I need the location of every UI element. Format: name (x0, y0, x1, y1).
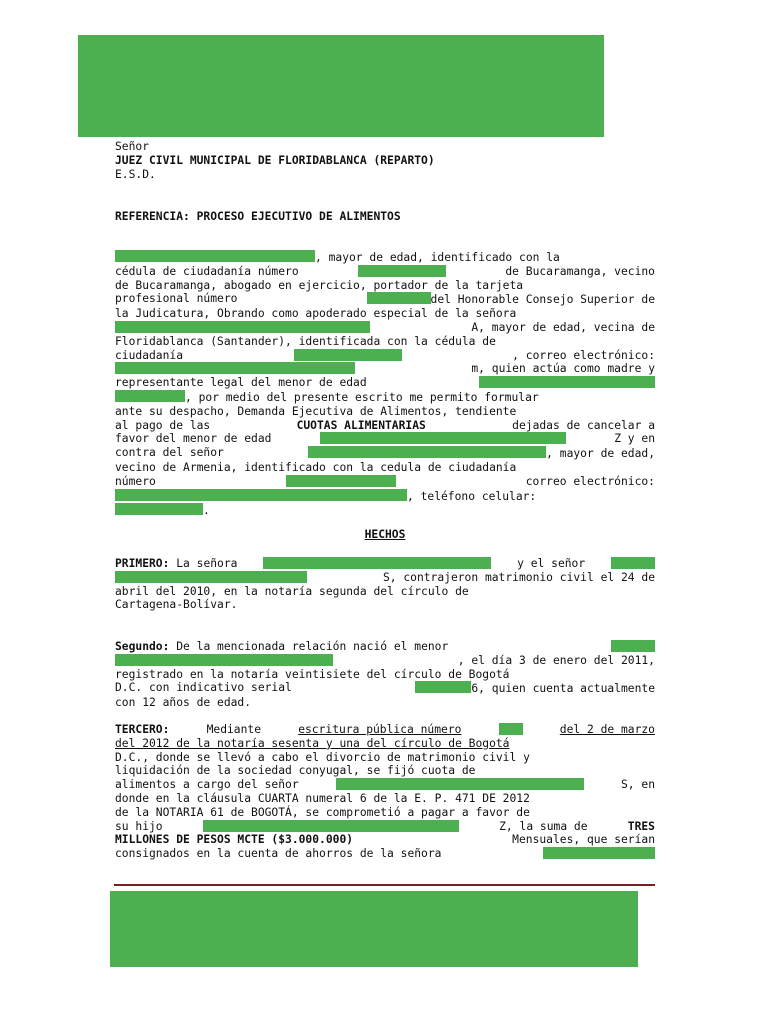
intro-paragraph (115, 250, 655, 518)
intro-line: m, quien actúa como madre y (115, 362, 655, 376)
intro-line: cédula de ciudadanía número de Bucaramanga, vecino (115, 264, 655, 278)
redaction (611, 640, 655, 652)
intro-line: Floridablanca (Santander), identificada con la cédula de (115, 334, 496, 348)
redaction (320, 432, 566, 444)
reference-line: REFERENCIA: PROCESO EJECUTIVO DE ALIMENTOS (115, 210, 401, 223)
intro-line: al pago de las CUOTAS ALIMENTARIAS dejadas de cancelar a (115, 418, 655, 432)
redaction (115, 321, 370, 333)
redaction (499, 723, 523, 735)
salutation: Señor (115, 140, 150, 153)
addressee-block (115, 140, 655, 181)
intro-line: A, mayor de edad, vecina de (115, 321, 655, 335)
email-redaction (115, 489, 407, 501)
redaction (367, 292, 431, 304)
redaction (203, 820, 459, 832)
footer-divider (114, 884, 655, 886)
phone-redaction (115, 503, 203, 515)
intro-line: , por medio del presente escrito me permito formular (115, 390, 655, 405)
footer-block (110, 891, 638, 967)
redaction (115, 250, 315, 262)
email-redaction (115, 362, 355, 374)
intro-line: de Bucaramanga, abogado en ejercicio, portador de la tarjeta (115, 278, 524, 292)
redaction (263, 557, 491, 569)
redaction (611, 557, 655, 569)
intro-line: . (115, 503, 655, 518)
section-heading: HECHOS (364, 528, 406, 541)
intro-line: profesional número del Honorable Consejo Superior de (115, 292, 655, 307)
redaction (286, 475, 396, 487)
judge-name: JUEZ CIVIL MUNICIPAL DE FLORIDABLANCA (REPARTO) (115, 153, 435, 167)
redaction (358, 265, 446, 277)
redaction (115, 654, 333, 666)
redaction (308, 446, 546, 458)
redaction (415, 681, 471, 693)
reference-block (115, 210, 655, 224)
esd-line: E.S.D. (115, 167, 156, 181)
redaction (479, 376, 655, 388)
intro-line: número correo electrónico: (115, 474, 655, 488)
tercero-paragraph: TERCERO: Mediante escritura pública número del 2 de marzo del 2012 de la notaría sesenta y una del círculo de Bogotá D.C., donde se llevó a cabo el divorcio de matrimonio civil y liquidación de la sociedad conyugal, se fijó cuota de alimentos a cargo del señor S, en donde en la cláusula CUARTA numeral 6 de la E. P. 471 DE 2012 de la NOTARIA 61 de BOGOTÁ, se comprometió a pagar a favor de su hijo Z, la suma de TRES MILLONES DE PESOS MCTE ($3.000.000) Mensuales, que serían consignados en la cuenta de ahorros de la señora (115, 723, 655, 861)
intro-line: , teléfono celular: (115, 489, 655, 504)
intro-line: representante legal del menor de edad (115, 376, 655, 390)
header-block (78, 35, 604, 137)
primero-paragraph: PRIMERO: La señora y el señor S, contrajeron matrimonio civil el 24 de abril del 2010, en la notaría segunda del círculo de Cartagena-Bolívar. (115, 557, 655, 612)
redaction (115, 390, 185, 402)
redaction (336, 778, 584, 790)
redaction (294, 349, 402, 361)
intro-line: la Judicatura, Obrando como apoderado especial de la señora (115, 307, 517, 321)
intro-line: favor del menor de edad Z y en (115, 432, 655, 446)
segundo-paragraph: Segundo: De la mencionada relación nació el menor , el día 3 de enero del 2011, registrado en la notaría veintisiete del círculo de Bogotá D.C. con indicativo serial 6, quien cuenta actualmente con 12 años de edad. (115, 640, 655, 710)
hechos-heading-block (115, 528, 655, 542)
intro-line: vecino de Armenia, identificado con la cedula de ciudadanía (115, 460, 517, 474)
redaction (115, 571, 307, 583)
intro-line: , mayor de edad, identificado con la (115, 250, 655, 265)
intro-line: contra del señor , mayor de edad, (115, 446, 655, 461)
intro-line: ciudadanía , correo electrónico: (115, 348, 655, 362)
redaction (543, 847, 655, 859)
intro-line: ante su despacho, Demanda Ejecutiva de Alimentos, tendiente (115, 404, 517, 418)
